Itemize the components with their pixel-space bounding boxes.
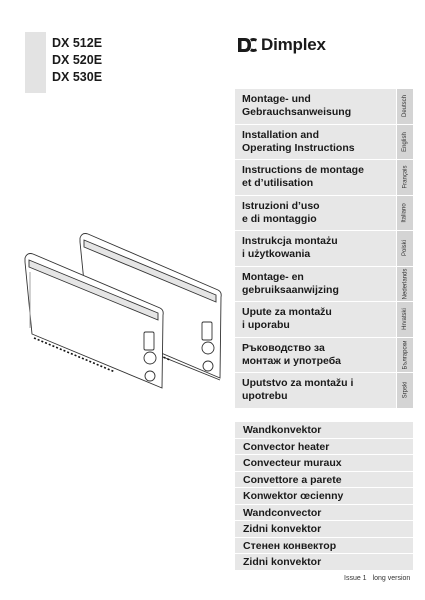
language-title: Installation and Operating Instructions xyxy=(242,128,355,154)
dimplex-logo-icon xyxy=(236,37,258,53)
language-tab-label: Български xyxy=(402,340,408,370)
language-title: Instructions de montage et d’utilisation xyxy=(242,164,364,190)
language-item xyxy=(235,267,413,303)
model-name: DX 530E xyxy=(52,70,103,84)
language-title: Istruzioni d’uso e di montaggio xyxy=(242,199,320,225)
product-name: Zidni konvektor xyxy=(235,521,413,538)
footer xyxy=(344,575,410,582)
language-title: Montage- und Gebrauchsanweisung xyxy=(242,93,352,119)
product-name: Zidni konvektor xyxy=(235,554,413,571)
language-tab-label: Srpski xyxy=(402,381,409,399)
language-item xyxy=(235,302,413,338)
language-item xyxy=(235,125,413,161)
language-item xyxy=(235,89,413,125)
language-tab-label: English xyxy=(402,131,408,152)
product-name: Konwektor œcienny xyxy=(235,488,413,505)
language-tab-label: Deutsch xyxy=(402,95,409,118)
language-tab xyxy=(396,231,413,266)
language-tab xyxy=(396,160,413,195)
language-tab xyxy=(396,373,413,408)
model-name: DX 520E xyxy=(52,53,103,67)
issue-label: Issue 1 xyxy=(344,575,367,582)
language-tab xyxy=(396,302,413,337)
product-name: Convecteur muraux xyxy=(235,455,413,472)
language-tab-label: Polski xyxy=(402,240,409,257)
language-title: Montage- en gebruiksaanwijzing xyxy=(242,270,339,296)
language-tab xyxy=(396,338,413,373)
language-tab-label: Nederlands xyxy=(402,268,408,300)
language-title: Upute za montažu i uporabu xyxy=(242,306,332,332)
language-item xyxy=(235,338,413,374)
model-list xyxy=(52,35,102,86)
language-list xyxy=(235,89,413,409)
product-name-list xyxy=(235,422,413,571)
product-name: Convettore a parete xyxy=(235,472,413,489)
product-name: Wandconvector xyxy=(235,505,413,522)
language-item xyxy=(235,160,413,196)
language-item xyxy=(235,231,413,267)
language-item xyxy=(235,373,413,409)
brand-name: Dimplex xyxy=(261,35,326,54)
language-tab xyxy=(396,196,413,231)
brand-logo xyxy=(236,34,326,56)
language-item xyxy=(235,196,413,232)
language-tab-label: Italiano xyxy=(402,203,409,223)
language-tab xyxy=(396,125,413,160)
version-label: long version xyxy=(372,575,411,582)
language-tab xyxy=(396,267,413,302)
model-name: DX 512E xyxy=(52,36,103,50)
language-title: Ръководство за монтаж и употреба xyxy=(242,341,342,367)
language-tab xyxy=(396,89,413,124)
product-name: Стенен конвектор xyxy=(235,538,413,555)
language-tab-label: Hrvatski xyxy=(402,308,409,331)
language-tab-label: Français xyxy=(402,165,409,189)
product-name: Convector heater xyxy=(235,439,413,456)
left-accent-bar xyxy=(25,32,46,93)
heater-illustration xyxy=(20,230,225,390)
product-name: Wandkonvektor xyxy=(235,422,413,439)
language-title: Uputstvo za montažu i upotrebu xyxy=(242,377,354,403)
language-title: Instrukcja montażu i użytkowania xyxy=(242,235,338,261)
